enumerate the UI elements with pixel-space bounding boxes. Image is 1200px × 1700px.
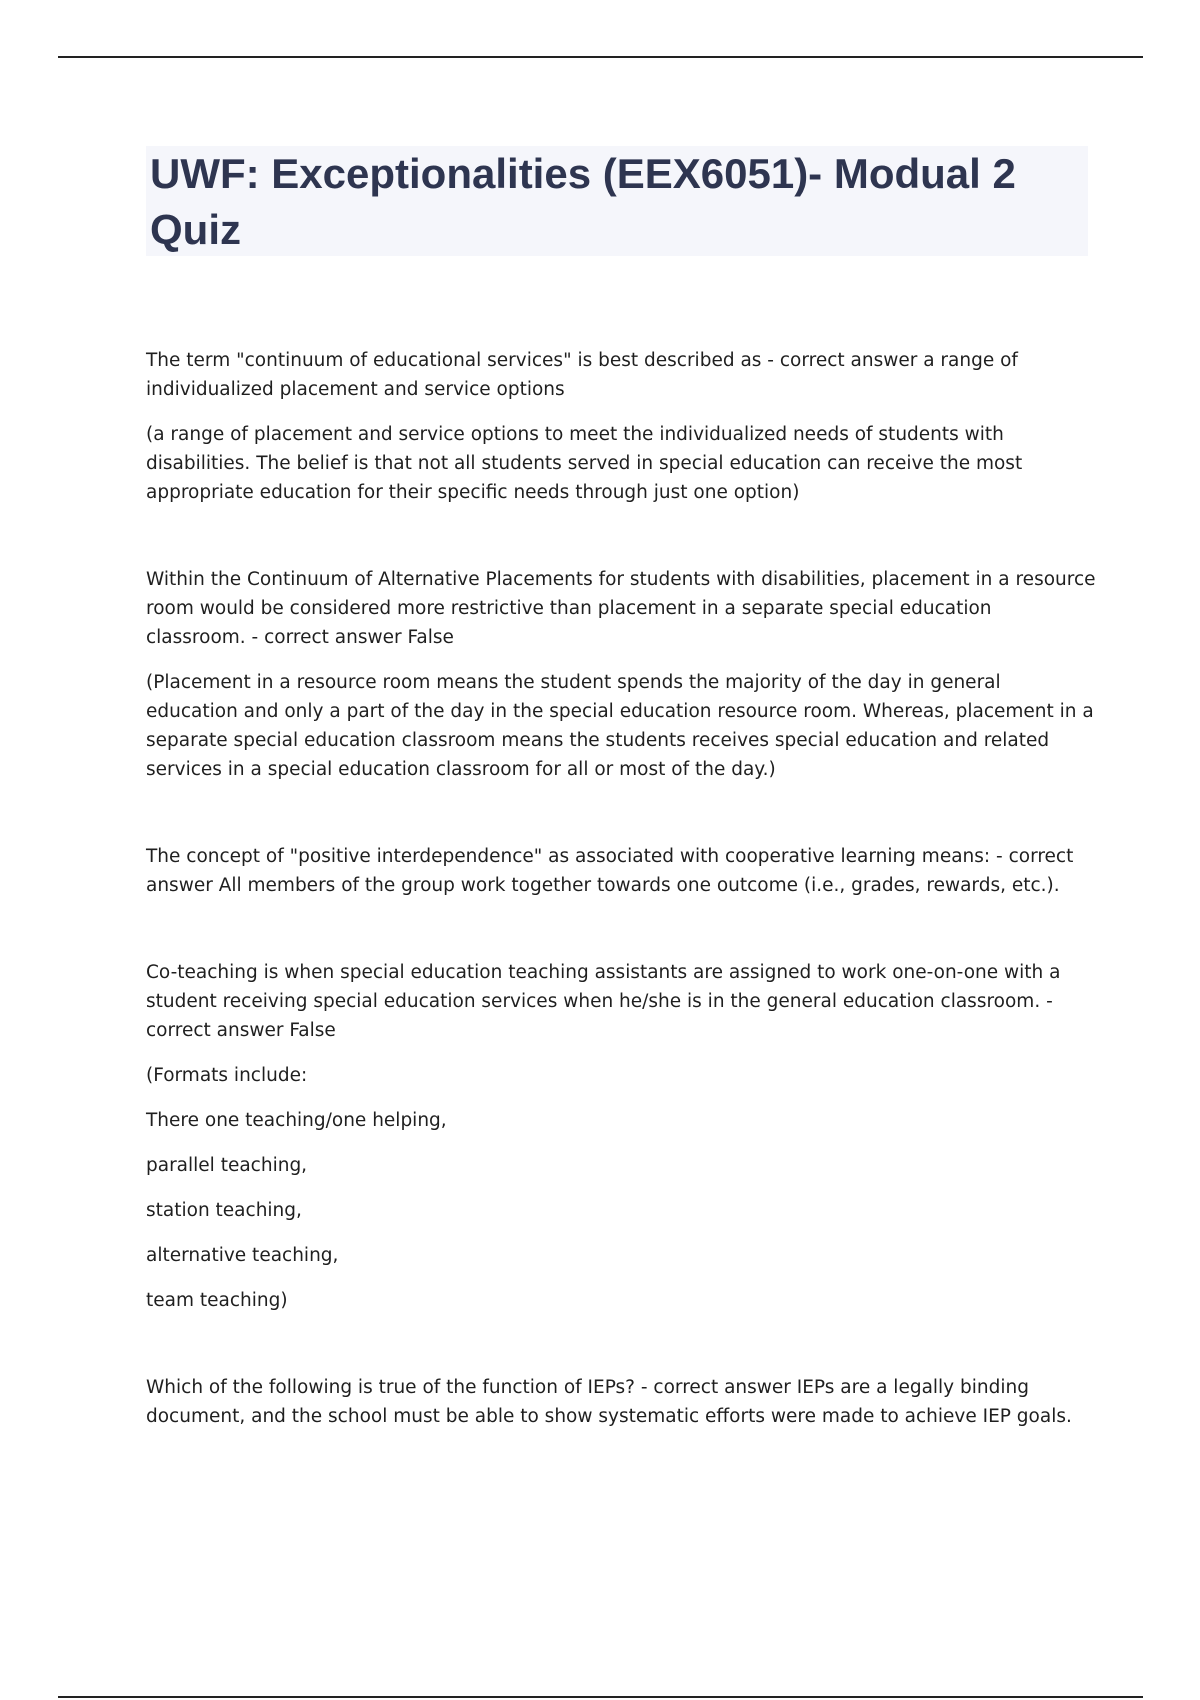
qa-item-1	[146, 346, 1096, 507]
question-answer: Which of the following is true of the function of IEPs? - correct answer IEPs are a legally binding document, and the school must be able to show systematic efforts were made to achieve IEP goals.	[146, 1377, 1072, 1427]
question-answer: Within the Continuum of Alternative Placements for students with disabilities, placement in a resource room would be considered more restrictive than placement in a separate special education classroom. - correct answer False	[146, 569, 1096, 648]
qa-item-3	[146, 842, 1096, 900]
question-answer: The term "continuum of educational services" is best described as - correct answer a range of individualized placement and service options	[146, 350, 1018, 400]
format-item: team teaching)	[146, 1290, 288, 1311]
qa-item-4	[146, 958, 1096, 1315]
qa-item-2	[146, 565, 1096, 784]
question-answer: The concept of "positive interdependence" as associated with cooperative learning means: - correct answer All members of the group work together towards one outcome (i.e., grades, rewards, etc.).	[146, 846, 1074, 896]
qa-item-5	[146, 1373, 1096, 1431]
format-item: station teaching,	[146, 1200, 302, 1221]
format-item: There one teaching/one helping,	[146, 1110, 447, 1131]
explanation: (a range of placement and service options to meet the individualized needs of students with disabilities. The belief is that not all students served in special education can receive the most appropriate education for their specific needs through just one option)	[146, 424, 1023, 503]
document-title: UWF: Exceptionalities (EEX6051)- Modual 2 Quiz	[150, 150, 1016, 253]
title-block	[146, 146, 1088, 256]
quiz-content	[146, 346, 1096, 1489]
format-item: alternative teaching,	[146, 1245, 339, 1266]
question-answer: Co-teaching is when special education teaching assistants are assigned to work one-on-one with a student receiving special education services when he/she is in the general education classroom. - correct answer False	[146, 962, 1061, 1041]
top-rule	[58, 56, 1143, 58]
formats-intro: (Formats include:	[146, 1065, 308, 1086]
format-item: parallel teaching,	[146, 1155, 308, 1176]
bottom-rule	[58, 1696, 1143, 1698]
explanation: (Placement in a resource room means the student spends the majority of the day in general education and only a part of the day in the special education resource room. Whereas, placement in a separate special education classroom means the students receives special education and related services in a special education classroom for all or most of the day.)	[146, 672, 1094, 780]
